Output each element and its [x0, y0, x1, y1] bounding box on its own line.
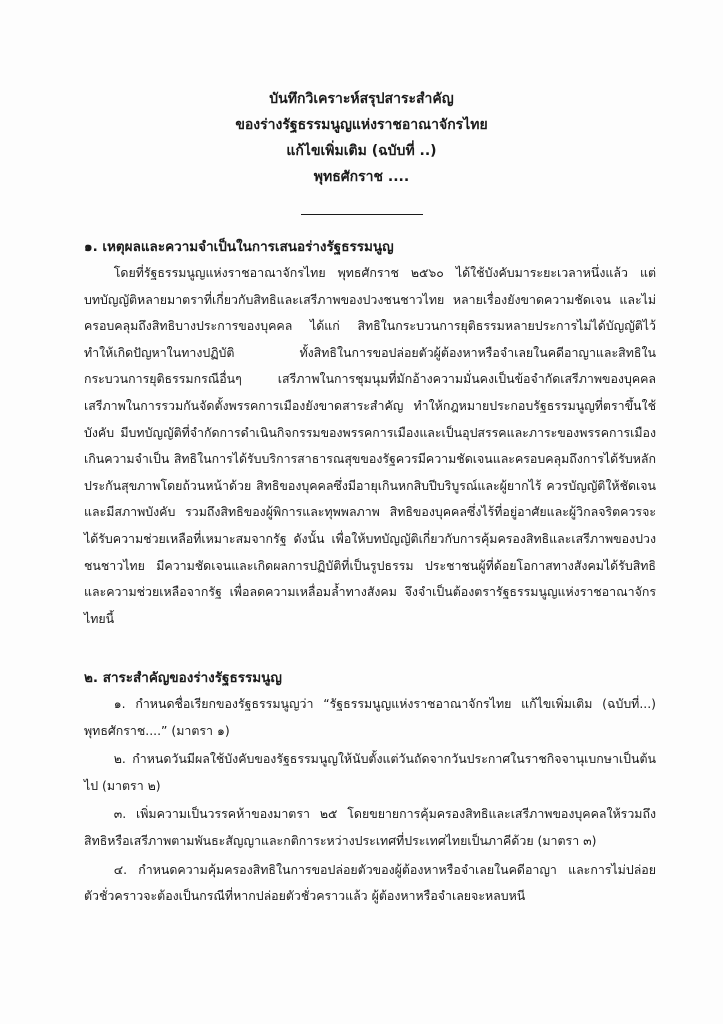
title-underline-divider: [301, 214, 423, 215]
section-1-paragraph: โดยที่รัฐธรรมนูญแห่งราชอาณาจักรไทย พุทธศักราช ๒๕๖๐ ได้ใช้บังคับมาระยะเวลาหนึ่งแล้ว แต่บทบัญญัติหลายมาตราที่เกี่ยวกับสิทธิและเสรีภาพของปวงชนชาวไทย หลายเรื่องยังขาดความชัดเจน และไม่ครอบคลุมถึงสิทธิบางประการของบุคคล ได้แก่ สิทธิในกระบวนการยุติธรรมหลายประการไม่ได้บัญญัติไว้ ทำให้เกิดปัญหาในทางปฏิบัติ ทั้งสิทธิในการขอปล่อยตัวผู้ต้องหาหรือจำเลยในคดีอาญาและสิทธิในกระบวนการยุติธรรมกรณีอื่นๆ เสรีภาพในการชุมนุมที่มักอ้างความมั่นคงเป็นข้อจำกัดเสรีภาพของบุคคลเสรีภาพในการรวมกันจัดตั้งพรรคการเมืองยังขาดสาระสำคัญ ทำให้กฎหมายประกอบรัฐธรรมนูญที่ตราขึ้นใช้บังคับ มีบทบัญญัติที่จำกัดการดำเนินกิจกรรมของพรรคการเมืองและเป็นอุปสรรคและภาระของพรรคการเมืองเกินความจำเป็น สิทธิในการได้รับบริการสาธารณสุขของรัฐควรมีความชัดเจนและครอบคลุมถึงการได้รับหลักประกันสุขภาพโดยถ้วนหน้าด้วย สิทธิของบุคคลซึ่งมีอายุเกินหกสิบปีบริบูรณ์และผู้ยากไร้ ควรบัญญัติให้ชัดเจนและมีสภาพบังคับ รวมถึงสิทธิของผู้พิการและทุพพลภาพ สิทธิของบุคคลซึ่งไร้ที่อยู่อาศัยและผู้วิกลจริตควรจะได้รับความช่วยเหลือที่เหมาะสมจากรัฐ ดังนั้น เพื่อให้บทบัญญัติเกี่ยวกับการคุ้มครองสิทธิและเสรีภาพของปวงชนชาวไทย มีความชัดเจนและเกิดผลการปฏิบัติที่เป็นรูปธรรม ประชาชนผู้ที่ด้อยโอกาสทางสังคมได้รับสิทธิและความช่วยเหลือจากรัฐ เพื่อลดความเหลื่อมล้ำทางสังคม จึงจำเป็นต้องตรารัฐธรรมนูญแห่งราชอาณาจักรไทยนี้: [84, 265, 656, 626]
section-summary: [84, 665, 656, 912]
title-line-3: แก้ไขเพิ่มเติม (ฉบับที่ ..): [286, 143, 437, 159]
summary-item-1: ๑. กำหนดชื่อเรียกของรัฐธรรมนูญว่า “รัฐธรรมนูญแห่งราชอาณาจักรไทย แก้ไขเพิ่มเติม (ฉบับที่...) พุทธศักราช....” (มาตรา ๑): [84, 696, 656, 738]
section-2-heading: ๒. สาระสำคัญของร่างรัฐธรรมนูญ: [84, 670, 282, 686]
title-line-1: บันทึกวิเคราะห์สรุปสาระสำคัญ: [269, 91, 454, 107]
title-line-2: ของร่างรัฐธรรมนูญแห่งราชอาณาจักรไทย: [235, 117, 488, 133]
section-1-heading: ๑. เหตุผลและความจำเป็นในการเสนอร่างรัฐธรรมนูญ: [84, 239, 394, 255]
section-reasons: [84, 234, 656, 632]
summary-item-4: ๔. กำหนดความคุ้มครองสิทธิในการขอปล่อยตัวของผู้ต้องหาหรือจำเลยในคดีอาญา และการไม่ปล่อยตัวชั่วคราวจะต้องเป็นกรณีที่หากปล่อยตัวชั่วคราวแล้ว ผู้ต้องหาหรือจำเลยจะหลบหนี: [84, 861, 656, 904]
summary-item-2: ๒. กำหนดวันมีผลใช้บังคับของรัฐธรรมนูญให้นับตั้งแต่วันถัดจากวันประกาศในราชกิจจานุเบกษาเป็นต้นไป (มาตรา ๒): [84, 751, 656, 793]
document-title-block: [0, 86, 723, 215]
summary-item-3: ๓. เพิ่มความเป็นวรรคห้าของมาตรา ๒๕ โดยขยายการคุ้มครองสิทธิและเสรีภาพของบุคคลให้รวมถึงสิทธิหรือเสรีภาพตามพันธะสัญญาและกติการะหว่างประเทศที่ประเทศไทยเป็นภาคีด้วย (มาตรา ๓): [84, 806, 656, 848]
title-line-4: พุทธศักราช ....: [313, 169, 410, 185]
